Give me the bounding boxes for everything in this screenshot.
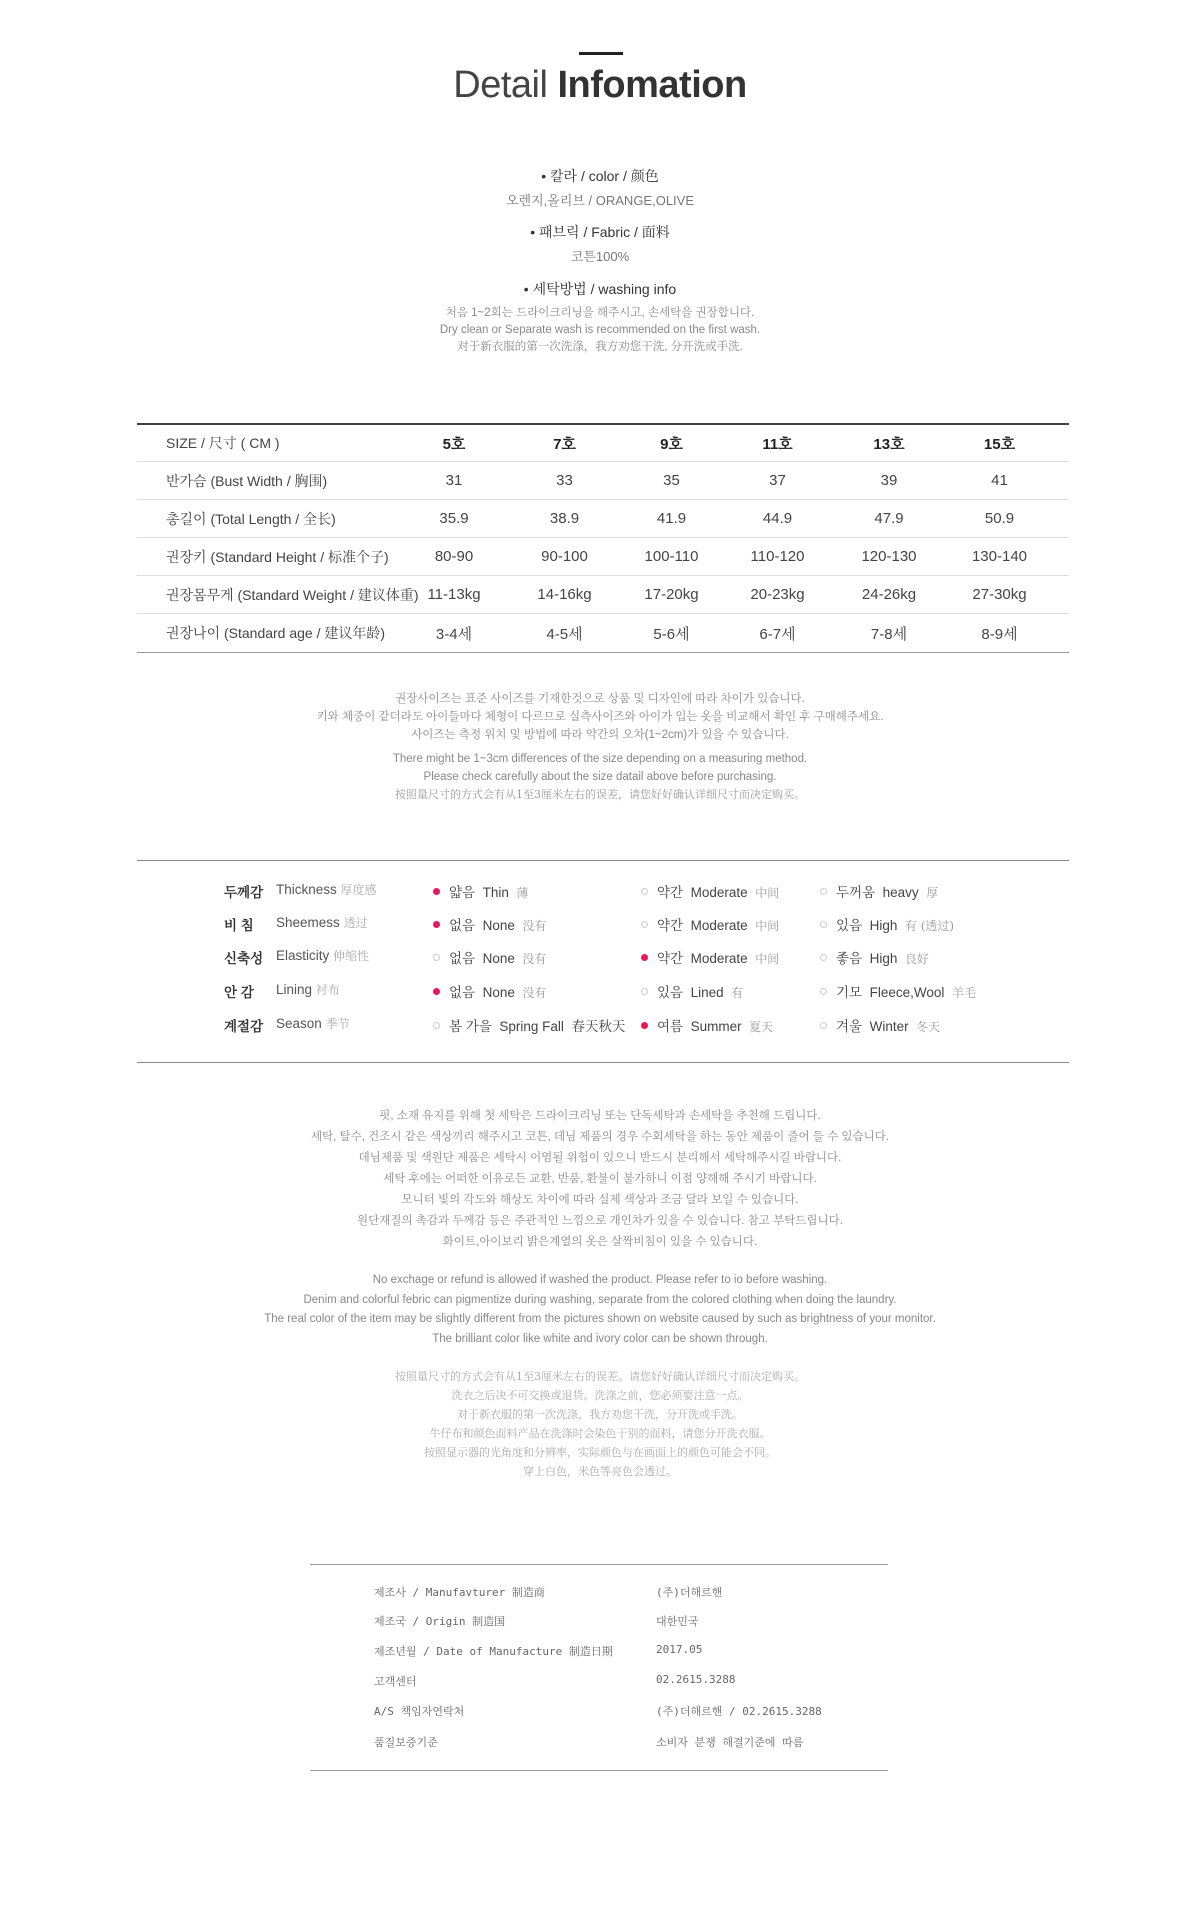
option-cn: 良好 xyxy=(904,952,929,966)
table-cell: 110-120 xyxy=(750,548,805,565)
feature-option xyxy=(820,981,976,1001)
option-cn: 中间 xyxy=(755,919,780,933)
table-cell: 35.9 xyxy=(439,510,469,527)
selected-dot-icon xyxy=(433,921,440,928)
table-cell: 27-30kg xyxy=(972,586,1027,603)
size-header-label: SIZE / 尺寸 ( CM ) xyxy=(166,435,280,451)
manufacturer-key: A/S 책임자연락처 xyxy=(374,1705,465,1718)
feature-option xyxy=(641,1015,773,1035)
option-cn: 没有 xyxy=(522,986,547,1000)
size-note-en: There might be 1~3cm differences of the size depending on a measuring method. xyxy=(392,753,808,765)
option-cn: 没有 xyxy=(522,919,547,933)
table-cell: 7-8세 xyxy=(870,625,908,643)
feature-label xyxy=(276,1015,350,1032)
care-note-ko: 원단재질의 촉감과 두께감 등은 주관적인 느낌으로 개인차가 있을 수 있습니다. 참고 부탁드립니다. xyxy=(357,1215,843,1227)
feature-row-sheerness xyxy=(0,914,1200,934)
table-cell: 8-9세 xyxy=(981,625,1018,643)
unselected-dot-icon xyxy=(820,921,827,928)
care-note-zh: 洗衣之后决不可交换或退货。洗涤之前，您必须要注意一点。 xyxy=(451,1389,749,1402)
care-note-zh: 按照显示器的光角度和分辨率，实际颜色与在画面上的颜色可能会不同。 xyxy=(424,1446,776,1459)
table-cell: 100-110 xyxy=(644,548,699,565)
option-en: None xyxy=(482,951,515,966)
row-label: 권장나이 (Standard age / 建议年龄) xyxy=(166,625,386,641)
manufacturer-row xyxy=(0,1673,1200,1691)
feature-option xyxy=(433,981,546,1001)
unselected-dot-icon xyxy=(820,1022,827,1029)
table-cell: 90-100 xyxy=(541,548,588,565)
feature-option xyxy=(820,881,938,901)
color-heading: • 칼라 / color / 颜色 xyxy=(541,168,659,184)
care-note-ko: 데님제품 및 색원단 제품은 세탁시 이염될 위험이 있으니 반드시 분리해서 세탁해주시길 바랍니다. xyxy=(358,1152,842,1164)
feature-option xyxy=(433,881,528,901)
option-ko: 없음 xyxy=(449,951,476,966)
fabric-value: 코튼100% xyxy=(570,249,630,264)
care-note-en: No exchage or refund is allowed if washed the product. Please refer to io before washing. xyxy=(372,1274,828,1286)
table-cell: 3-4세 xyxy=(435,625,473,643)
feature-option xyxy=(641,981,743,1001)
feature-name: 두께감 xyxy=(224,885,264,900)
feature-name: 비 침 xyxy=(224,918,254,933)
manufacturer-row xyxy=(0,1734,1200,1752)
manufacturer-row xyxy=(0,1703,1200,1721)
option-en: High xyxy=(869,918,898,933)
feature-option xyxy=(820,1015,940,1035)
option-en: Thin xyxy=(482,885,509,900)
unselected-dot-icon xyxy=(641,988,648,995)
row-label: 권장키 (Standard Height / 标准个子) xyxy=(166,548,389,565)
feature-row-elasticity xyxy=(0,947,1200,967)
care-note-en: The brilliant color like white and ivory color can be shown through. xyxy=(432,1332,768,1345)
feature-en: Elasticity xyxy=(276,948,330,963)
selected-dot-icon xyxy=(433,888,440,895)
size-header-cell: 11호 xyxy=(762,435,793,453)
feature-en: Season xyxy=(276,1016,322,1031)
size-notes xyxy=(0,690,1200,804)
feature-label xyxy=(276,981,340,998)
fabric-heading: • 패브릭 / Fabric / 面料 xyxy=(530,224,670,240)
unselected-dot-icon xyxy=(820,888,827,895)
manufacturer-key: 제조국 / Origin 制造国 xyxy=(374,1615,506,1628)
selected-dot-icon xyxy=(433,988,440,995)
care-note-ko: 화이트,아이보리 밝은계열의 옷은 살짝비침이 있을 수 있습니다. xyxy=(442,1236,758,1248)
unselected-dot-icon xyxy=(820,988,827,995)
manufacturer-value: 소비자 분쟁 해결기준에 따름 xyxy=(656,1736,804,1749)
option-en: Spring Fall xyxy=(499,1019,564,1034)
care-note-zh: 牛仔布和颜色面料产品在洗涤时会染色于别的面料，请您分开洗衣服。 xyxy=(429,1427,771,1440)
feature-row-lining xyxy=(0,981,1200,1001)
option-cn: 春天秋天 xyxy=(571,1019,626,1034)
table-cell: 44.9 xyxy=(762,510,793,527)
option-cn: 薄 xyxy=(516,886,529,900)
washing-info xyxy=(0,279,1200,356)
table-cell: 33 xyxy=(556,472,573,489)
title-light: Detail xyxy=(453,64,548,106)
feature-option xyxy=(433,947,546,967)
size-table-header xyxy=(137,425,1069,462)
table-cell: 80-90 xyxy=(434,548,474,565)
feature-cn: 厚度感 xyxy=(340,883,377,897)
table-row xyxy=(137,614,1069,652)
option-cn: 有 xyxy=(731,986,744,1000)
table-row xyxy=(137,462,1069,500)
option-cn: 有 (透过) xyxy=(904,919,955,933)
size-header-cell: 7호 xyxy=(553,435,576,453)
option-ko: 있음 xyxy=(836,918,863,933)
washing-heading: • 세탁방법 / washing info xyxy=(523,281,677,297)
manufacturer-value: (주)더해르핸 / 02.2615.3288 xyxy=(656,1705,822,1718)
option-cn: 中间 xyxy=(755,886,780,900)
care-note-zh: 对于新衣服的第一次洗涤，我方劝您干洗，分开洗或手洗。 xyxy=(457,1408,743,1421)
feature-option xyxy=(433,1015,625,1035)
size-header-cell: 5호 xyxy=(442,435,466,453)
care-note-ko: 핏, 소재 유지를 위해 첫 세탁은 드라이크리닝 또는 단독세탁과 손세탁을 추천해 드립니다. xyxy=(379,1110,821,1122)
option-cn: 中间 xyxy=(755,952,780,966)
table-cell: 39 xyxy=(880,472,898,489)
feature-option xyxy=(641,914,779,934)
unselected-dot-icon xyxy=(433,1022,440,1029)
care-note-en: The real color of the item may be slightly different from the pictures shown on website caused by such as brightness of your monitor. xyxy=(264,1313,936,1325)
option-en: High xyxy=(869,951,898,966)
manufacturer-value: 2017.05 xyxy=(656,1643,703,1656)
size-header-cell: 9호 xyxy=(660,435,683,453)
option-en: Winter xyxy=(869,1019,909,1034)
feature-option xyxy=(820,914,954,934)
option-cn: 厚 xyxy=(926,886,939,900)
color-value: 오렌지,올리브 / ORANGE,OLIVE xyxy=(505,193,695,208)
option-ko: 두꺼움 xyxy=(836,885,876,900)
option-en: Fleece,Wool xyxy=(869,985,945,1000)
option-ko: 여름 xyxy=(657,1019,684,1034)
option-en: None xyxy=(482,985,515,1000)
feature-option xyxy=(641,881,779,901)
table-cell: 24-26kg xyxy=(861,586,917,603)
table-cell: 120-130 xyxy=(861,548,917,565)
option-ko: 없음 xyxy=(449,985,476,1000)
feature-divider-bottom xyxy=(137,1062,1069,1063)
table-cell: 130-140 xyxy=(971,548,1028,565)
feature-row-thickness xyxy=(0,881,1200,901)
table-cell: 6-7세 xyxy=(759,625,796,643)
selected-dot-icon xyxy=(641,1022,648,1029)
option-ko: 얇음 xyxy=(449,885,476,900)
table-cell: 41 xyxy=(991,472,1008,489)
table-cell: 50.9 xyxy=(984,510,1015,527)
page-title xyxy=(0,64,1200,107)
option-en: None xyxy=(482,918,515,933)
table-row xyxy=(137,538,1069,576)
table-cell: 4-5세 xyxy=(546,625,583,643)
size-note-zh: 按照量尺寸的方式会有从1至3厘米左右的误差，请您好好确认详细尺寸而决定购买。 xyxy=(395,788,805,801)
color-info xyxy=(0,166,1200,209)
option-ko: 있음 xyxy=(657,985,684,1000)
care-note-zh: 按照量尺寸的方式会有从1至3厘米左右的误差。请您好好确认详细尺寸而决定购买。 xyxy=(395,1370,805,1383)
feature-cn: 伸缩性 xyxy=(333,949,370,963)
option-ko: 봄 가을 xyxy=(449,1019,492,1034)
manufacturer-key: 제조사 / Manufavturer 制造商 xyxy=(374,1586,545,1599)
feature-cn: 透过 xyxy=(343,916,368,930)
option-cn: 没有 xyxy=(522,952,547,966)
table-cell: 20-23kg xyxy=(750,586,805,603)
manufacturer-key: 고객센터 xyxy=(374,1675,417,1688)
size-table xyxy=(137,423,1069,653)
manufacturer-divider-bottom xyxy=(310,1770,888,1771)
title-accent-bar xyxy=(579,52,623,55)
feature-option xyxy=(433,914,546,934)
table-cell: 11-13kg xyxy=(427,586,481,603)
manufacturer-value: 02.2615.3288 xyxy=(656,1673,736,1686)
size-header-cell: 15호 xyxy=(983,435,1016,453)
table-cell: 47.9 xyxy=(874,510,904,527)
feature-cn: 衬布 xyxy=(315,983,340,997)
option-ko: 약간 xyxy=(657,951,684,966)
manufacturer-value: (주)더해르핸 xyxy=(656,1586,723,1599)
washing-line: 처음 1~2회는 드라이크리닝을 해주시고, 손세탁을 권장합니다. xyxy=(445,307,755,319)
option-en: heavy xyxy=(882,885,919,900)
care-note-zh: 穿上白色，米色等亮色会透过。 xyxy=(523,1465,677,1478)
size-note-ko: 키와 체중이 같더라도 아이들마다 체형이 다르므로 실측사이즈와 아이가 입는 옷을 비교해서 확인 후 구매해주세요. xyxy=(316,711,884,723)
selected-dot-icon xyxy=(641,954,648,961)
manufacturer-row xyxy=(0,1584,1200,1602)
feature-name: 계절감 xyxy=(224,1019,264,1034)
feature-row-season xyxy=(0,1015,1200,1035)
size-note-en: Please check carefully about the size datail above before purchasing. xyxy=(423,771,777,783)
manufacturer-value: 대한민국 xyxy=(656,1615,699,1628)
feature-label xyxy=(276,914,368,931)
table-cell: 41.9 xyxy=(656,510,687,527)
option-en: Lined xyxy=(690,985,724,1000)
unselected-dot-icon xyxy=(820,954,827,961)
table-cell: 31 xyxy=(445,472,463,489)
feature-name: 신축성 xyxy=(224,951,264,966)
option-cn: 冬天 xyxy=(916,1020,941,1034)
row-label: 총길이 (Total Length / 全长) xyxy=(166,510,336,527)
option-ko: 겨울 xyxy=(836,1019,863,1034)
row-label: 권장몸무게 (Standard Weight / 建议体重) xyxy=(166,586,419,603)
table-cell: 38.9 xyxy=(549,510,580,527)
care-notes xyxy=(0,1106,1200,1481)
option-ko: 좋음 xyxy=(836,951,863,966)
option-en: Moderate xyxy=(690,951,748,966)
size-note-ko: 사이즈는 측정 위치 및 방법에 따라 약간의 오차(1~2cm)가 있을 수 있습니다. xyxy=(411,729,789,741)
manufacturer-row xyxy=(0,1643,1200,1661)
manufacturer-key: 품질보증기준 xyxy=(374,1736,438,1749)
option-ko: 약간 xyxy=(657,918,684,933)
option-en: Moderate xyxy=(690,885,748,900)
table-cell: 37 xyxy=(769,472,786,489)
care-note-ko: 세탁 후에는 어떠한 이유로든 교환, 반품, 환불이 불가하니 이점 양해해 주시기 바랍니다. xyxy=(383,1173,817,1185)
feature-label xyxy=(276,947,369,964)
feature-name: 안 감 xyxy=(224,985,254,1000)
table-cell: 17-20kg xyxy=(644,586,699,603)
feature-en: Thickness xyxy=(276,882,337,897)
option-en: Summer xyxy=(690,1019,742,1034)
washing-line: 对于新衣服的第一次洗涤，我方劝您干洗, 分开洗或手洗. xyxy=(457,341,743,353)
row-label: 반가슴 (Bust Width / 胸围) xyxy=(166,472,328,489)
table-cell: 5-6세 xyxy=(653,625,690,643)
table-cell: 35 xyxy=(663,472,680,489)
option-cn: 羊毛 xyxy=(951,986,976,1000)
feature-en: Lining xyxy=(276,982,313,997)
table-row xyxy=(137,500,1069,538)
option-en: Moderate xyxy=(690,918,748,933)
unselected-dot-icon xyxy=(641,888,648,895)
option-ko: 약간 xyxy=(657,885,684,900)
size-note-ko: 권장사이즈는 표준 사이즈를 기재한것으로 상품 및 디자인에 따라 차이가 있습니다. xyxy=(395,693,805,705)
manufacturer-divider-top xyxy=(310,1564,888,1565)
option-ko: 없음 xyxy=(449,918,476,933)
feature-option xyxy=(820,947,929,967)
manufacturer-row xyxy=(0,1613,1200,1631)
care-note-en: Denim and colorful febric can pigmentize during washing, separate from the colored clothing when doing the laundry. xyxy=(303,1293,897,1306)
option-cn: 夏天 xyxy=(749,1020,774,1034)
care-note-ko: 모니터 빛의 각도와 해상도 차이에 따라 실제 색상과 조금 달라 보일 수 있습니다. xyxy=(401,1194,799,1206)
feature-divider-top xyxy=(137,860,1069,861)
washing-line: Dry clean or Separate wash is recommended on the first wash. xyxy=(439,324,761,336)
unselected-dot-icon xyxy=(433,954,440,961)
table-cell: 14-16kg xyxy=(537,586,592,603)
care-note-ko: 세탁, 탈수, 건조시 같은 색상끼리 해주시고 코튼, 데님 제품의 경우 수회세탁을 하는 동안 제품이 줄어 들 수 있습니다. xyxy=(310,1131,890,1143)
option-ko: 기모 xyxy=(836,985,863,1000)
feature-label xyxy=(276,881,377,898)
feature-option xyxy=(641,947,779,967)
manufacturer-key: 제조년월 / Date of Manufacture 制造日期 xyxy=(374,1645,613,1658)
feature-cn: 季节 xyxy=(325,1017,350,1031)
feature-en: Sheemess xyxy=(276,915,340,930)
title-bold: Infomation xyxy=(557,64,747,106)
table-row xyxy=(137,576,1069,614)
unselected-dot-icon xyxy=(641,921,648,928)
fabric-info xyxy=(0,222,1200,265)
size-header-cell: 13호 xyxy=(873,435,905,453)
